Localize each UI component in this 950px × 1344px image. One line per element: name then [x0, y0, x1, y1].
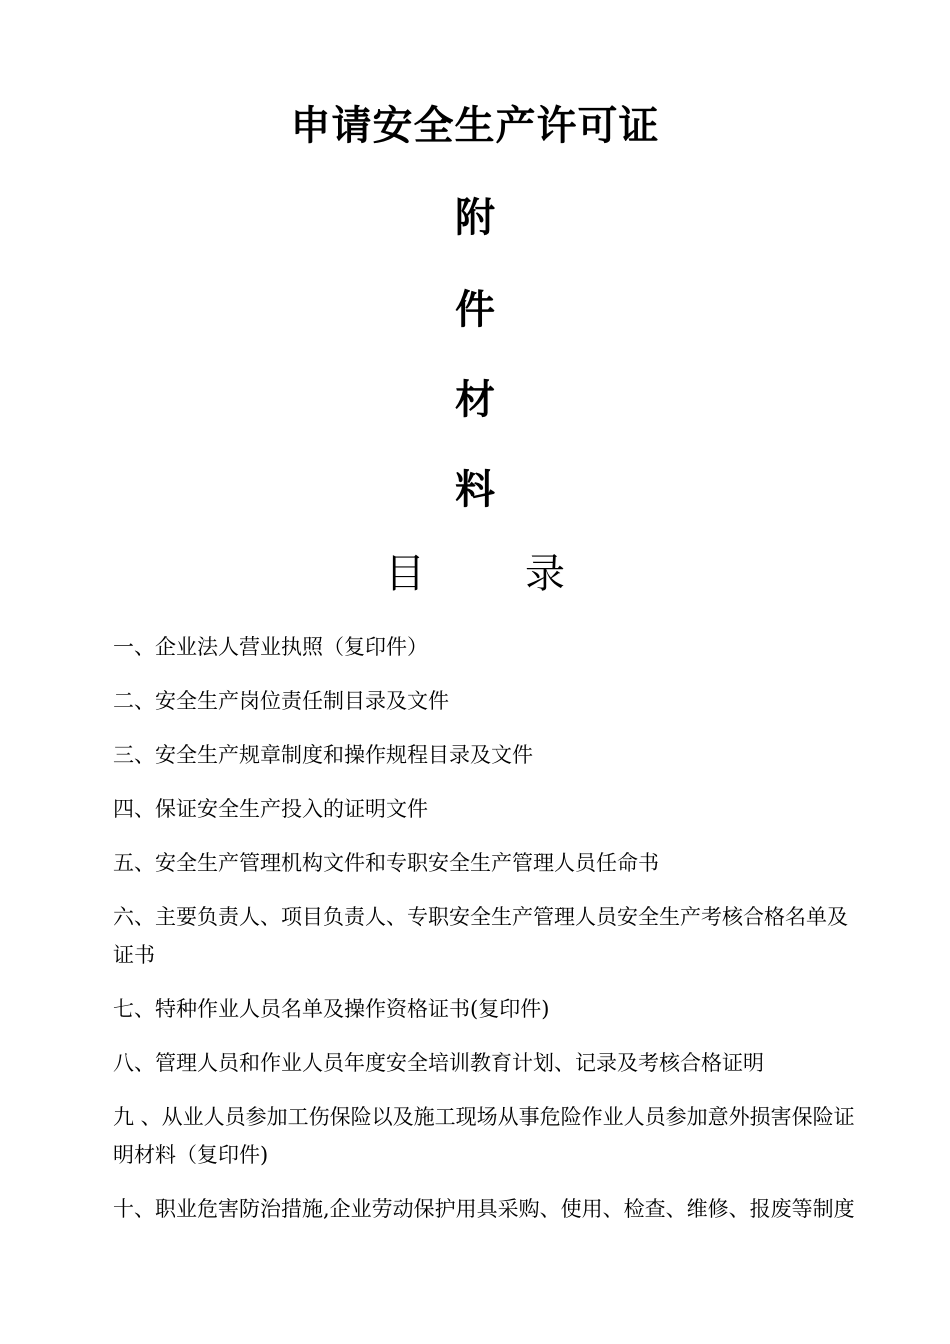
toc-item: 五、安全生产管理机构文件和专职安全生产管理人员任命书 — [113, 851, 659, 875]
toc-heading — [0, 548, 950, 600]
toc-heading-left: 目 — [385, 551, 425, 597]
toc-item: 四、保证安全生产投入的证明文件 — [113, 797, 428, 821]
subtitle-char-2: 件 — [455, 287, 495, 333]
toc-item: 二、安全生产岗位责任制目录及文件 — [113, 689, 449, 713]
toc-heading-right: 录 — [525, 551, 565, 597]
toc-item: 三、安全生产规章制度和操作规程目录及文件 — [113, 743, 533, 767]
toc-item: 六、主要负责人、项目负责人、专职安全生产管理人员安全生产考核合格名单及证书 — [113, 905, 848, 967]
document-title: 申请安全生产许可证 — [290, 103, 660, 149]
toc-item: 七、特种作业人员名单及操作资格证书(复印件) — [113, 997, 550, 1021]
toc-item: 九 、从业人员参加工伤保险以及施工现场从事危险作业人员参加意外损害保险证明材料（复印件) — [113, 1105, 855, 1167]
toc-item: 一、企业法人营业执照（复印件） — [113, 635, 428, 659]
toc-item: 十、职业危害防治措施,企业劳动保护用具采购、使用、检查、维修、报废等制度 — [113, 1197, 855, 1221]
subtitle-char-4: 料 — [455, 467, 495, 513]
toc-list — [113, 628, 855, 1244]
subtitle-char-1: 附 — [455, 195, 495, 241]
toc-item: 八、管理人员和作业人员年度安全培训教育计划、记录及考核合格证明 — [113, 1051, 764, 1075]
subtitle-char-3: 材 — [455, 377, 495, 423]
